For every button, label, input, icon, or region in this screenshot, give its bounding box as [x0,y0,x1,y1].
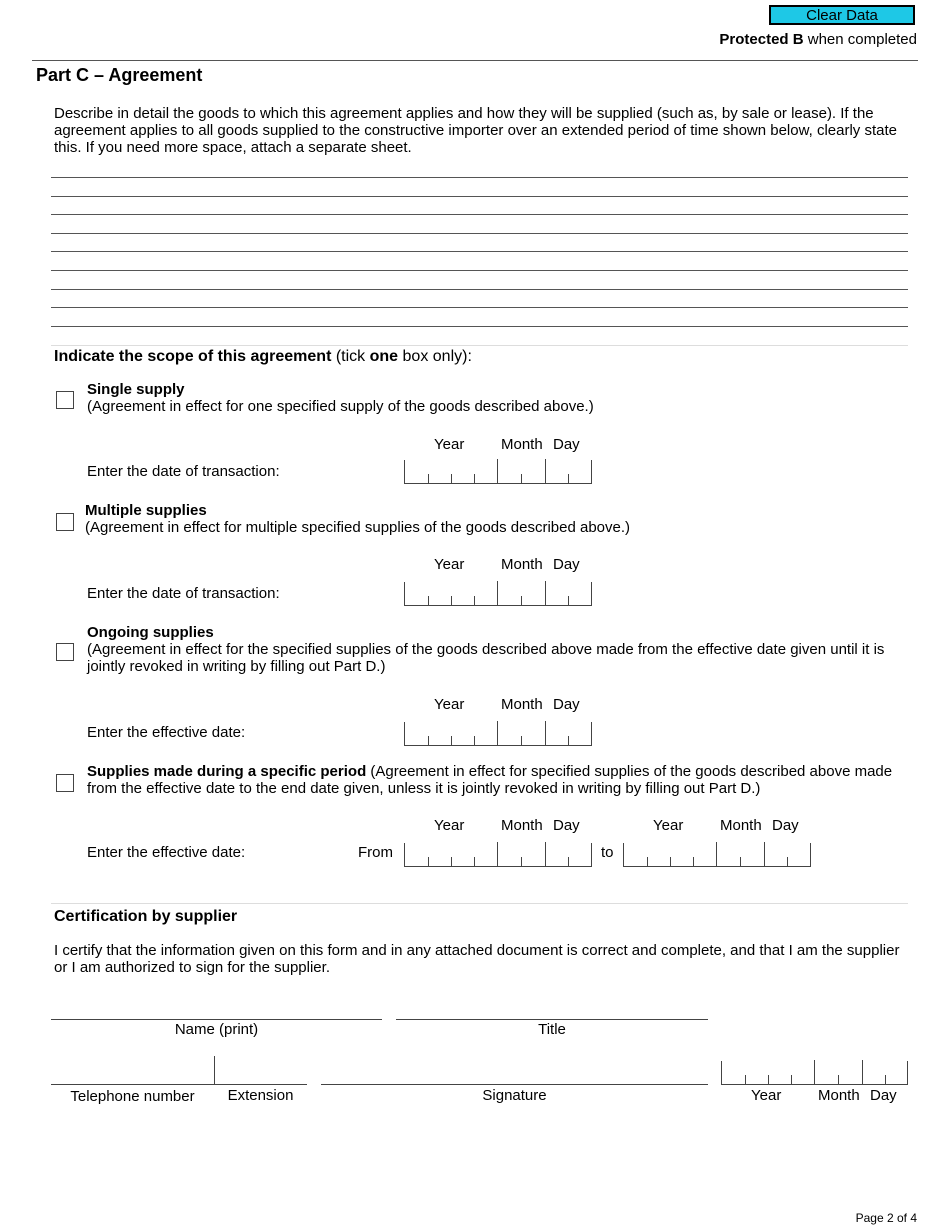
month-label: Month [501,436,543,453]
date-tick [568,736,569,745]
day-label: Day [870,1087,897,1104]
ongoing-supplies-checkbox[interactable] [56,643,74,661]
scope-title-end: box only): [398,348,472,365]
date-tick [474,736,475,745]
date-tick [545,459,546,483]
day-label: Day [553,696,580,713]
phone-extension-divider [214,1056,215,1084]
intro-text: Describe in detail the goods to which this agreement applies and how they will be supplied (such as, by sale or lease). If the agreement applies to all goods supplied to the constructive importer over an extended period of time shown below, clearly state this. If you need more space, attach a separate sheet. [54,105,897,156]
year-label: Year [751,1087,782,1104]
single-supply-checkbox[interactable] [56,391,74,409]
date-tick [497,721,498,745]
signature-field[interactable] [321,1084,708,1085]
scope-title-one: one [369,348,399,365]
scope-title-mid: (tick [331,348,370,365]
title-label: Title [538,1021,566,1038]
specific-period-desc: (Agreement in effect for specified supplies of the goods described above made from the effective date to the end date given, unless it is jointly revoked in writing by filling out Part D.) [87,763,893,797]
year-label: Year [434,817,465,834]
date-tick [451,596,452,605]
month-label: Month [501,817,543,834]
day-label: Day [553,436,580,453]
date-tick [474,474,475,483]
date-tick [885,1075,886,1084]
title-field[interactable] [396,1019,708,1020]
date-tick [568,474,569,483]
month-label: Month [501,696,543,713]
telephone-label: Telephone number [70,1088,195,1105]
description-line[interactable] [51,196,908,197]
description-line[interactable] [51,251,908,252]
date-tick [814,1060,815,1084]
date-tick [791,1075,792,1084]
signature-label: Signature [482,1087,547,1104]
extension-field[interactable] [214,1084,307,1085]
header-divider [32,60,918,61]
year-label: Year [434,436,465,453]
date-tick [521,474,522,483]
description-line[interactable] [51,270,908,271]
day-label: Day [553,556,580,573]
signature-date-input[interactable] [721,1061,908,1085]
date-tick [568,857,569,866]
date-tick [428,596,429,605]
specific-period-text [87,763,902,797]
certification-title: Certification by supplier [54,908,238,925]
day-label: Day [553,817,580,834]
ongoing-supplies-title-text: Ongoing supplies [87,624,214,641]
date-tick [428,736,429,745]
year-label: Year [434,696,465,713]
specific-period-title: Supplies made during a specific period [87,763,367,780]
date-tick [497,459,498,483]
description-line[interactable] [51,326,908,327]
multiple-supplies-title [85,502,207,519]
date-tick [716,842,717,866]
ongoing-supplies-desc: (Agreement in effect for the specified supplies of the goods described above made from the effective date given until it is jointly revoked in writing by filling out Part D.) [87,641,885,675]
date-tick [451,857,452,866]
description-line[interactable] [51,214,908,215]
clear-data-button[interactable]: Clear Data [769,5,915,25]
date-tick [451,474,452,483]
date-tick [745,1075,746,1084]
date-tick [451,736,452,745]
multiple-supplies-desc: (Agreement in effect for multiple specified supplies of the goods described above.) [85,519,631,536]
date-tick [497,842,498,866]
single-supply-title [87,381,185,398]
date-tick [474,596,475,605]
extension-label: Extension [227,1087,294,1104]
date-tick [521,736,522,745]
date-tick [768,1075,769,1084]
date-tick [740,857,741,866]
specific-period-checkbox[interactable] [56,774,74,792]
year-label: Year [434,556,465,573]
date-tick [787,857,788,866]
protected-notice [719,31,917,48]
date-tick [428,857,429,866]
single-supply-desc: (Agreement in effect for one specified supply of the goods described above.) [87,398,594,415]
date-tick [670,857,671,866]
date-tick [545,581,546,605]
description-line[interactable] [51,289,908,290]
section-divider [51,345,908,346]
page-number: Page 2 of 4 [855,1211,917,1225]
certification-text: I certify that the information given on this form and in any attached document is correct and complete, and that I am the supplier or I am authorized to sign for the supplier. [54,942,900,976]
description-line[interactable] [51,177,908,178]
day-label: Day [772,817,799,834]
date-tick [838,1075,839,1084]
date-tick [545,842,546,866]
month-label: Month [501,556,543,573]
date-tick [428,474,429,483]
description-line[interactable] [51,307,908,308]
scope-title-bold: Indicate the scope of this agreement [54,348,332,365]
period-from-date-input[interactable] [404,843,592,867]
single-date-input[interactable] [404,460,592,484]
protected-rest: when completed [803,31,917,48]
single-supply-title-text: Single supply [87,381,185,398]
date-tick [693,857,694,866]
multiple-date-input[interactable] [404,582,592,606]
name-label: Name (print) [174,1021,259,1038]
multiple-supplies-title-text: Multiple supplies [85,502,207,519]
date-tick [545,721,546,745]
month-label: Month [818,1087,860,1104]
date-tick [764,842,765,866]
part-title: Part C – Agreement [36,65,203,85]
date-tick [568,596,569,605]
telephone-field[interactable] [51,1084,214,1085]
ongoing-supplies-title [87,624,214,641]
name-field[interactable] [51,1019,382,1020]
date-tick [497,581,498,605]
description-line[interactable] [51,233,908,234]
from-label: From [358,844,393,861]
ongoing-date-input[interactable] [404,722,592,746]
single-date-label: Enter the date of transaction: [87,463,280,480]
date-tick [647,857,648,866]
period-date-label: Enter the effective date: [87,844,246,861]
date-tick [474,857,475,866]
multiple-date-label: Enter the date of transaction: [87,585,280,602]
date-tick [862,1060,863,1084]
ongoing-date-label: Enter the effective date: [87,724,246,741]
to-label: to [601,844,614,861]
section-divider [51,903,908,904]
date-tick [521,596,522,605]
date-tick [521,857,522,866]
period-to-date-input[interactable] [623,843,811,867]
month-label: Month [720,817,762,834]
protected-bold: Protected B [719,31,804,48]
year-label: Year [653,817,684,834]
scope-title [54,348,472,366]
multiple-supplies-checkbox[interactable] [56,513,74,531]
